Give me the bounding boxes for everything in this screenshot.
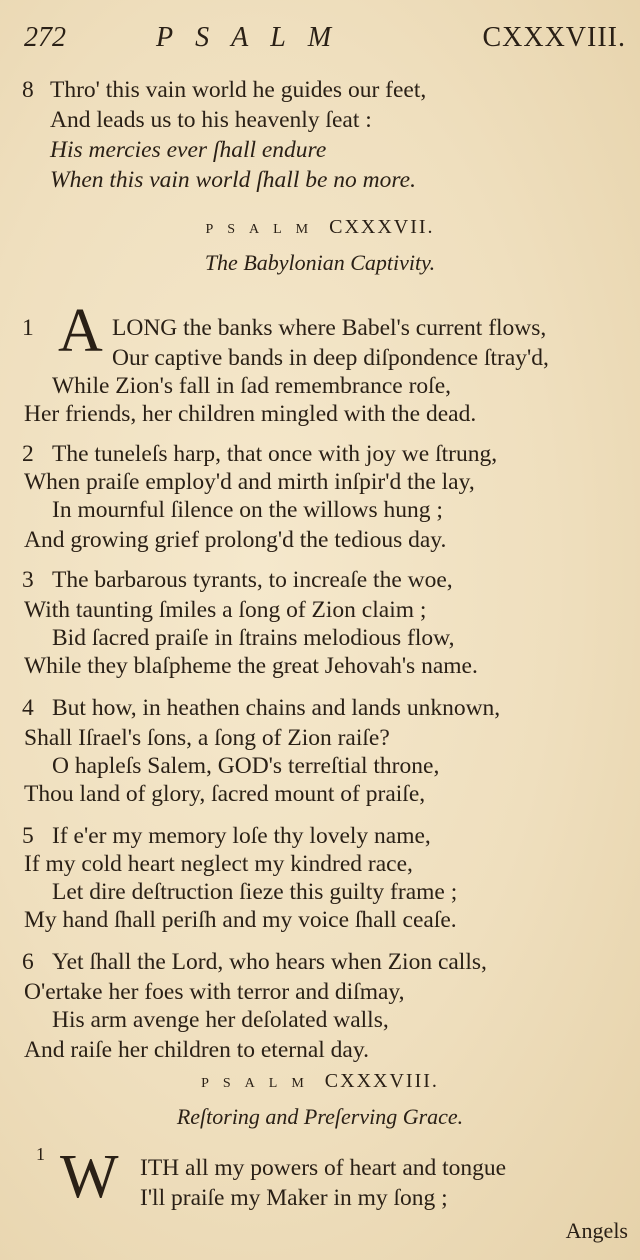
verse-line: With taunting ſmiles a ſong of Zion claim ; — [24, 597, 427, 623]
psalm-heading-word: PSALM — [205, 222, 323, 237]
verse-line: Our captive bands in deep diſpondence ſtray'd, — [112, 345, 549, 371]
verse-number: 5 — [22, 823, 34, 849]
verse-line: While Zion's fall in ſad remembrance roſe, — [52, 373, 452, 399]
verse-line: I'll praiſe my Maker in my ſong ; — [140, 1185, 448, 1211]
psalm-heading-number: CXXXVIII. — [324, 1070, 439, 1092]
verse-line: Bid ſacred praiſe in ſtrains melodious flow, — [52, 625, 455, 651]
drop-cap: W — [60, 1143, 119, 1211]
running-title: PSALM — [156, 22, 354, 53]
verse-line: Let dire deſtruction ſieze this guilty frame ; — [52, 879, 458, 905]
refrain-line: His mercies ever ſhall endure — [50, 137, 327, 163]
verse-line: His arm avenge her deſolated walls, — [52, 1007, 389, 1033]
psalm-heading — [0, 216, 640, 239]
refrain-line: When this vain world ſhall be no more. — [50, 167, 416, 193]
verse-line: And leads us to his heavenly ſeat : — [50, 107, 372, 133]
psalm-heading — [0, 1070, 640, 1093]
verse-line: Thou land of glory, ſacred mount of praiſe, — [24, 781, 426, 807]
verse-number: 1 — [22, 315, 34, 341]
psalm-subtitle: Reſtoring and Preſerving Grace. — [176, 1104, 464, 1129]
verse-line: In mournful ſilence on the willows hung ; — [52, 497, 443, 523]
verse-line: Shall Iſrael's ſons, a ſong of Zion raiſe? — [24, 725, 390, 751]
catchword: Angels — [565, 1218, 628, 1243]
verse-number: 4 — [22, 695, 34, 721]
psalm-heading-word: PSALM — [201, 1076, 318, 1091]
verse-line: My hand ſhall periſh and my voice ſhall ceaſe. — [24, 907, 457, 933]
header-psalm-number: CXXXVIII. — [482, 22, 626, 53]
drop-cap: A — [58, 297, 103, 365]
verse-line: If my cold heart neglect my kindred race, — [24, 851, 413, 877]
verse-line: Yet ſhall the Lord, who hears when Zion calls, — [52, 949, 487, 975]
verse-number: 6 — [22, 949, 34, 975]
verse-line: The barbarous tyrants, to increaſe the woe, — [52, 567, 453, 593]
verse-line: Her friends, her children mingled with the dead. — [24, 401, 477, 427]
verse-line: And growing grief prolong'd the tedious day. — [24, 527, 447, 553]
verse-line: Thro' this vain world he guides our feet, — [50, 77, 427, 103]
verse-number: 8 — [22, 77, 34, 103]
verse-line: O hapleſs Salem, GOD's terreſtial throne, — [52, 753, 440, 779]
verse-line: And raiſe her children to eternal day. — [24, 1037, 369, 1063]
page-number: 272 — [24, 22, 66, 53]
verse-line: If e'er my memory loſe thy lovely name, — [52, 823, 431, 849]
verse-number: 3 — [22, 567, 34, 593]
verse-number: 2 — [22, 441, 34, 467]
verse-line: O'ertake her foes with terror and diſmay, — [24, 979, 405, 1005]
verse-line: But how, in heathen chains and lands unknown, — [52, 695, 501, 721]
verse-line: ITH all my powers of heart and tongue — [140, 1155, 507, 1181]
verse-line: When praiſe employ'd and mirth inſpir'd the lay, — [24, 469, 475, 495]
verse-number: 1 — [36, 1144, 45, 1164]
psalm-heading-number: CXXXVII. — [329, 216, 435, 238]
verse-line: The tuneleſs harp, that once with joy we ſtrung, — [52, 441, 498, 467]
psalm-subtitle: The Babylonian Captivity. — [204, 250, 436, 275]
running-header — [24, 22, 626, 62]
verse-line: While they blaſpheme the great Jehovah's name. — [24, 653, 478, 679]
verse-line: LONG the banks where Babel's current flows, — [112, 315, 547, 341]
